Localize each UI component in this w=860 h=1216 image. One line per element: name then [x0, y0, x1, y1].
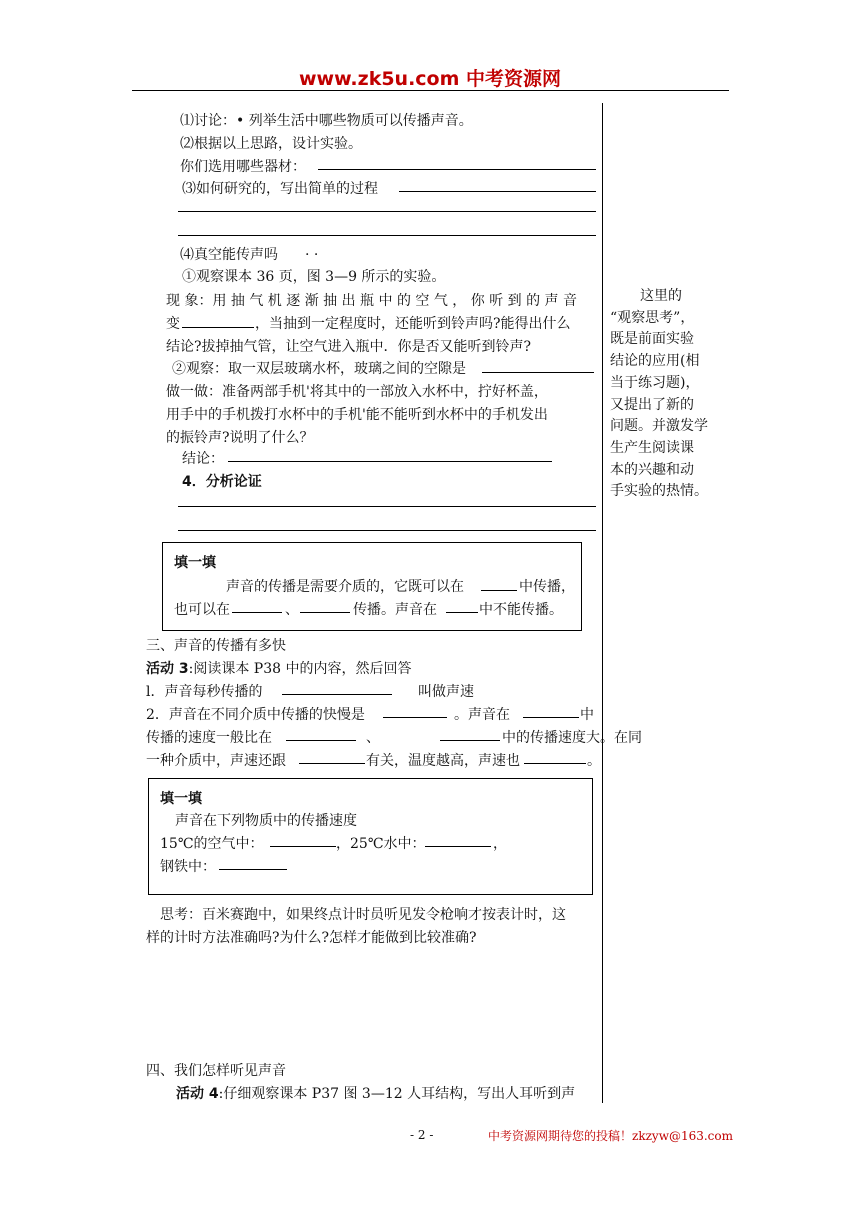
think-line-1: 思考：百米赛跑中，如果终点计时员听见发令枪响才按表计时，这: [160, 907, 566, 923]
item-2-blank-b[interactable]: [523, 717, 579, 718]
side-note-line: 既是前面实验: [610, 331, 694, 348]
item-2-blank-a[interactable]: [383, 717, 447, 718]
fill-2-line-2a: 15℃的空气中：: [160, 836, 264, 852]
phenomenon-line-2b: ，当抽到一定程度时，还能听到铃声吗?能得出什么: [255, 316, 571, 332]
do-it-line-3: 的振铃声?说明了什么？: [166, 430, 314, 446]
fill-2-line-2c: ，: [493, 836, 507, 852]
item-3b: 、: [366, 730, 380, 746]
gap-blank[interactable]: [482, 372, 594, 373]
side-note-line: 结论的应用(相: [610, 353, 700, 370]
side-note-line: 手实验的热情。: [610, 483, 708, 500]
column-divider: [602, 103, 603, 1103]
equipment-prompt: 你们选用哪些器材：: [180, 159, 306, 175]
side-note-line: 生产生阅读课: [610, 439, 694, 456]
phenomenon-blank[interactable]: [182, 327, 254, 328]
site-header: www.zk5u.com 中考资源网: [298, 68, 562, 90]
fill-1-blank-a[interactable]: [481, 590, 517, 591]
side-note-line: 问题。并激发学: [610, 418, 708, 435]
question-2: ⑵根据以上思路，设计实验。: [180, 136, 362, 152]
conclusion-blank[interactable]: [228, 461, 552, 462]
side-note-line: “观察思考”，: [610, 309, 695, 326]
analysis-blank-1[interactable]: [178, 506, 596, 507]
analysis-blank-2[interactable]: [178, 530, 596, 531]
fill-1-blank-c[interactable]: [300, 612, 350, 613]
fill-2-water-blank[interactable]: [425, 846, 491, 847]
page-number: - 2 -: [410, 1128, 434, 1142]
fill-1-line-2d: 中不能传播。: [479, 602, 563, 618]
do-it-line-2: 用手中的手机拨打水杯中的手机'能不能听到水杯中的手机发出: [166, 407, 548, 423]
activity-3-text: :阅读课本 P38 中的内容，然后回答: [188, 661, 412, 677]
item-3-blank-a[interactable]: [286, 740, 356, 741]
fill-1-line-1a: 声音的传播是需要介质的，它既可以在: [226, 579, 464, 595]
section-3-heading: 三、声音的传播有多快: [146, 638, 286, 654]
fill-box-2-title: 填一填: [160, 791, 202, 807]
item-2b: 。声音在: [454, 707, 510, 723]
side-note: [610, 286, 720, 503]
conclusion-label: 结论：: [182, 451, 224, 467]
question-1: ⑴讨论：• 列举生活中哪些物质可以传播声音。: [180, 113, 473, 129]
item-2a: 2．声音在不同介质中传播的快慢是: [146, 707, 365, 723]
process-blank-line2[interactable]: [178, 211, 596, 212]
section-4-heading: 四、我们怎样听见声音: [146, 1063, 286, 1079]
question-4-dots: . .: [305, 243, 319, 259]
process-blank[interactable]: [399, 191, 596, 192]
item-1b: 叫做声速: [418, 684, 474, 700]
item-4-blank-b[interactable]: [524, 763, 586, 764]
phenomenon-line-1: 现 象：用 抽 气 机 逐 渐 抽 出 瓶 中 的 空 气 ， 你 听 到 的 声 音: [166, 293, 578, 309]
side-note-line: 这里的: [640, 288, 682, 304]
item-1-blank[interactable]: [282, 694, 392, 695]
question-3: ⑶如何研究的，写出简单的过程: [182, 181, 378, 197]
do-it-line-1: 做一做：准备两部手机'将其中的一部放入水杯中，拧好杯盖，: [166, 384, 548, 400]
question-4: ⑷真空能传声吗: [180, 247, 278, 263]
process-blank-line3[interactable]: [178, 235, 596, 236]
fill-2-steel-blank[interactable]: [219, 869, 287, 870]
footer-promo: 中考资源网期待您的投稿！zkzyw@163.com: [488, 1129, 734, 1143]
header-rule: [132, 90, 729, 91]
fill-1-blank-d[interactable]: [446, 612, 478, 613]
activity-4: [176, 1083, 575, 1103]
item-3c: 中的传播速度大。在同: [502, 730, 642, 746]
think-line-2: 样的计时方法准确吗?为什么?怎样才能做到比较准确?: [146, 930, 477, 946]
fill-1-line-2c: 传播。声音在: [353, 602, 437, 618]
fill-1-line-2b: 、: [285, 602, 299, 618]
item-2c: 中: [580, 707, 594, 723]
item-3-blank-b[interactable]: [440, 740, 500, 741]
activity-4-text: :仔细观察课本 P37 图 3—12 人耳结构，写出人耳听到声: [218, 1086, 576, 1102]
observation-2: ②观察：取一双层玻璃水杯，玻璃之间的空隙是: [172, 361, 466, 377]
item-4a: 一种介质中，声速还跟: [146, 753, 286, 769]
activity-3: [146, 658, 411, 678]
item-3a: 传播的速度一般比在: [146, 730, 272, 746]
phenomenon-line-2a: 变: [166, 316, 180, 332]
fill-1-line-1b: 中传播，: [519, 579, 575, 595]
analysis-heading: 4．分析论证: [182, 474, 262, 490]
equipment-blank[interactable]: [318, 169, 596, 170]
side-note-line: 又提出了新的: [610, 396, 694, 413]
fill-2-line-3: 钢铁中：: [160, 859, 216, 875]
fill-2-air-blank[interactable]: [270, 846, 336, 847]
fill-box-1-title: 填一填: [174, 555, 216, 571]
fill-1-line-2a: 也可以在: [174, 602, 230, 618]
item-4-blank-a[interactable]: [299, 763, 365, 764]
item-1a: l．声音每秒传播的: [146, 684, 263, 700]
side-note-line: 本的兴趣和动: [610, 461, 694, 478]
item-4b: 有关，温度越高，声速也: [366, 753, 520, 769]
observation-1: ①观察课本 36 页，图 3—9 所示的实验。: [182, 269, 446, 285]
fill-2-line-1: 声音在下列物质中的传播速度: [175, 813, 357, 829]
fill-1-blank-b[interactable]: [232, 612, 282, 613]
activity-4-label: 活动 4: [176, 1086, 219, 1102]
item-4c: 。: [587, 753, 601, 769]
side-note-line: 当于练习题)，: [610, 374, 700, 391]
fill-2-line-2b: ，25℃水中：: [336, 836, 426, 852]
activity-3-label: 活动 3: [146, 661, 189, 677]
phenomenon-line-3: 结论?拔掉抽气管，让空气进入瓶中．你是否又能听到铃声?: [166, 339, 532, 355]
